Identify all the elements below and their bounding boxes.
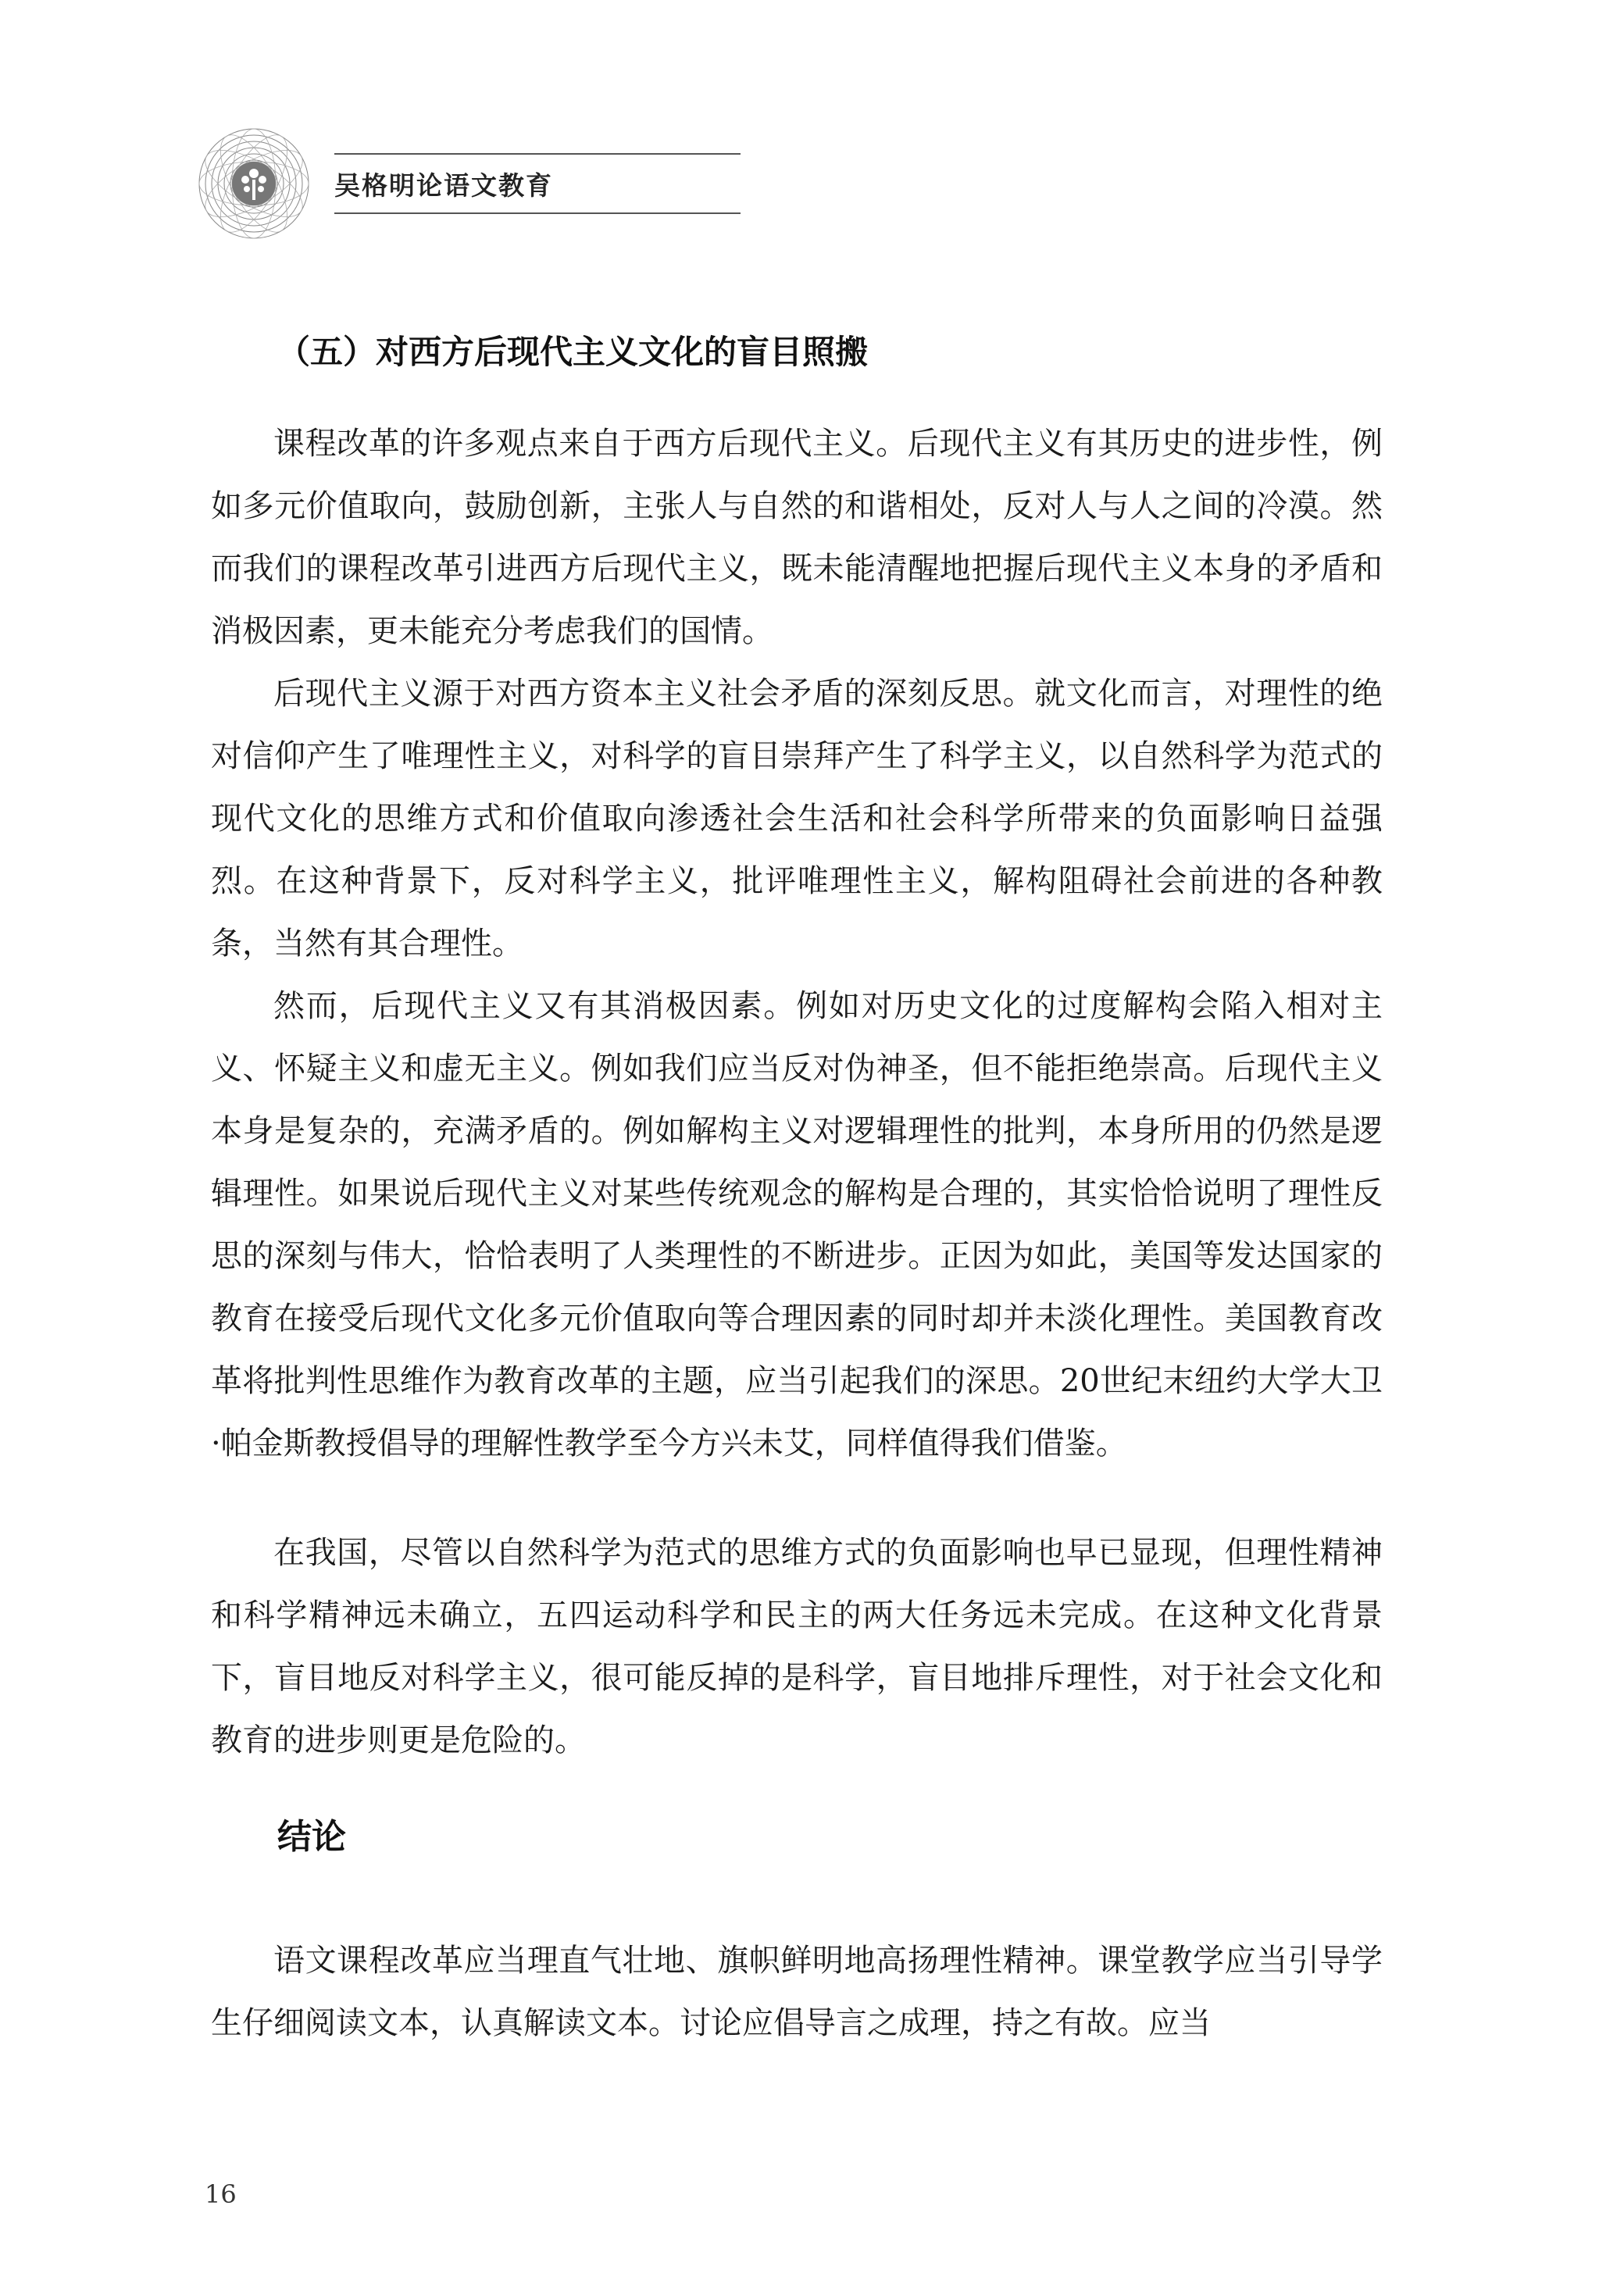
section-heading: （五）对西方后现代主义文化的盲目照搬 (277, 333, 869, 371)
page-number: 16 (205, 2179, 237, 2209)
header-rule-top (334, 153, 741, 155)
body-paragraph: 后现代主义源于对西方资本主义社会矛盾的深刻反思。就文化而言，对理性的绝对信仰产生了唯理性主义，对科学的盲目崇拜产生了科学主义，以自然科学为范式的现代文化的思维方式和价值取向渗透社会生活和社会科学所带来的负面影响日益强烈。在这种背景下，反对科学主义，批评唯理性主义，解构阻碍社会前进的各种教条，当然有其合理性。 (211, 676, 1383, 962)
running-header-title: 吴格明论语文教育 (334, 170, 553, 201)
body-paragraph: 课程改革的许多观点来自于西方后现代主义。后现代主义有其历史的进步性，例如多元价值取向，鼓励创新，主张人与自然的和谐相处，反对人与人之间的冷漠。然而我们的课程改革引进西方后现代主义，既未能清醒地把握后现代主义本身的矛盾和消极因素，更未能充分考虑我们的国情。 (211, 426, 1383, 649)
conclusion-heading: 结论 (277, 1817, 346, 1857)
running-header (195, 125, 562, 234)
body-paragraph: 然而，后现代主义又有其消极因素。例如对历史文化的过度解构会陷入相对主义、怀疑主义和虚无主义。例如我们应当反对伪神圣，但不能拒绝崇高。后现代主义本身是复杂的，充满矛盾的。例如解构主义对逻辑理性的批判，本身所用的仍然是逻辑理性。如果说后现代主义对某些传统观念的解构是合理的，其实恰恰说明了理性反思的深刻与伟大，恰恰表明了人类理性的不断进步。正因为如此，美国等发达国家的教育在接受后现代文化多元价值取向等合理因素的同时却并未淡化理性。美国教育改革将批判性思维作为教育改革的主题，应当引起我们的深思。20世纪末纽约大学大卫·帕金斯教授倡导的理解性教学至今方兴未艾，同样值得我们借鉴。 (211, 988, 1383, 1462)
header-rule-bottom (334, 212, 741, 214)
body-paragraph: 在我国，尽管以自然科学为范式的思维方式的负面影响也早已显现，但理性精神和科学精神远未确立，五四运动科学和民主的两大任务远未完成。在这种文化背景下，盲目地反对科学主义，很可能反掉的是科学，盲目地排斥理性，对于社会文化和教育的进步则更是危险的。 (211, 1535, 1383, 1758)
body-paragraph: 语文课程改革应当理直气壮地、旗帜鲜明地高扬理性精神。课堂教学应当引导学生仔细阅读文本，认真解读文本。讨论应倡导言之成理，持之有故。应当 (211, 1943, 1383, 2041)
tree-rosette-icon (195, 125, 312, 242)
